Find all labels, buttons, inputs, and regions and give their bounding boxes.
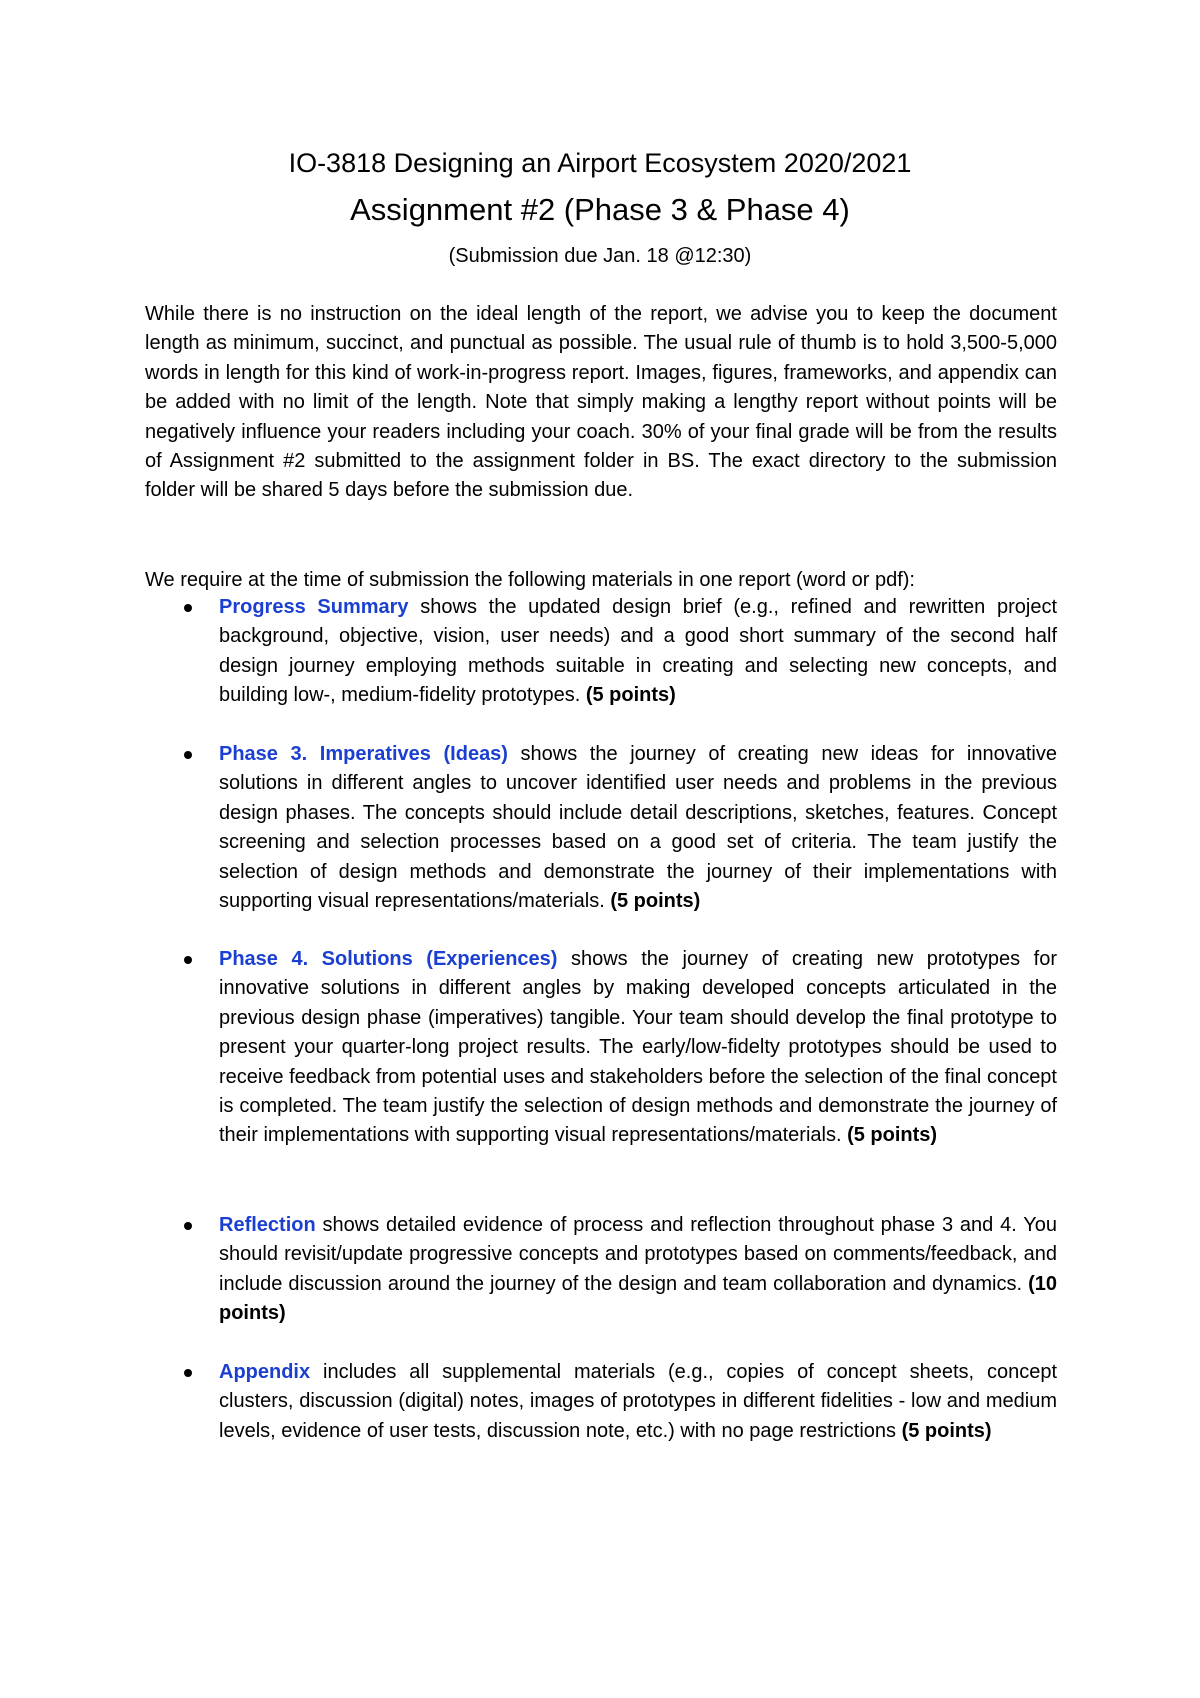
list-item-progress-summary [219,593,1057,711]
bullet-icon [184,604,192,612]
submission-due: (Submission due Jan. 18 @12:30) [448,245,752,267]
item-text: shows the updated design brief (e.g., refined and rewritten project background, objective, vision, user needs) and a good short summary of the second half design journey employing methods suitable in creating and selecting new concepts, and building low-, medium-fidelity prototypes. [219,596,1057,707]
list-item-phase-4 [219,945,1057,1151]
item-points: (5 points) [847,1124,938,1147]
intro-paragraph: While there is no instruction on the ideal length of the report, we advise you to keep the document length as minimum, succinct, and punctual as possible. The usual rule of thumb is to hold 3,500-5,000 words in length for this kind of work-in-progress report. Images, figures, frameworks, and appendix can be added with no limit of the length. Note that simply making a lengthy report without points will be negatively influence your readers including your coach. 30% of your final grade will be from the results of Assignment #2 submitted to the assignment folder in BS. The exact directory to the submission folder will be shared 5 days before the submission due. [145,303,1057,502]
item-heading: Phase 3. Imperatives (Ideas) [219,743,508,765]
item-text: shows the journey of creating new ideas for innovative solutions in different angles to uncover identified user needs and problems in the previous design phases. The concepts should include detail descriptions, sketches, features. Concept screening and selection processes based on a good set of criteria. The team justify the selection of design methods and demonstrate the journey of their implementations with supporting visual representations/materials. [219,743,1057,913]
bullet-icon [184,956,192,964]
list-item-phase-3 [219,740,1057,916]
list-item-reflection [219,1211,1057,1329]
requirements-lead: We require at the time of submission the following materials in one report (word or pdf): [145,569,915,591]
item-text: shows detailed evidence of process and reflection throughout phase 3 and 4. You should revisit/update progressive concepts and prototypes based on comments/feedback, and include discussion around the journey of the design and team collaboration and dynamics. [219,1214,1057,1295]
bullet-icon [184,1222,192,1230]
item-text: includes all supplemental materials (e.g., copies of concept sheets, concept clusters, discussion (digital) notes, images of prototypes in different fidelities - low and medium levels, evidence of user tests, discussion note, etc.) with no page restrictions [219,1361,1057,1442]
course-title: IO-3818 Designing an Airport Ecosystem 2020/2021 [288,148,912,178]
item-points: (10 points) [219,1272,1057,1325]
item-points: (5 points) [610,890,701,913]
item-heading: Progress Summary [219,596,409,618]
item-heading: Phase 4. Solutions (Experiences) [219,948,558,970]
item-points: (5 points) [901,1419,992,1442]
bullet-icon [184,1369,192,1377]
item-heading: Reflection [219,1214,316,1236]
bullet-icon [184,751,192,759]
item-points: (5 points) [585,684,676,707]
list-item-appendix [219,1358,1057,1446]
item-heading: Appendix [219,1361,311,1383]
assignment-title: Assignment #2 (Phase 3 & Phase 4) [350,192,850,227]
item-text: shows the journey of creating new prototypes for innovative solutions in different angles by making developed concepts articulated in the previous design phase (imperatives) tangible. Your team should develop the final prototype to present your quarter-long project results. The early/low-fidelty prototypes should be used to receive feedback from potential uses and stakeholders before the selection of the final concept is completed. The team justify the selection of design methods and demonstrate the journey of their implementations with supporting visual representations/materials. [219,948,1057,1147]
